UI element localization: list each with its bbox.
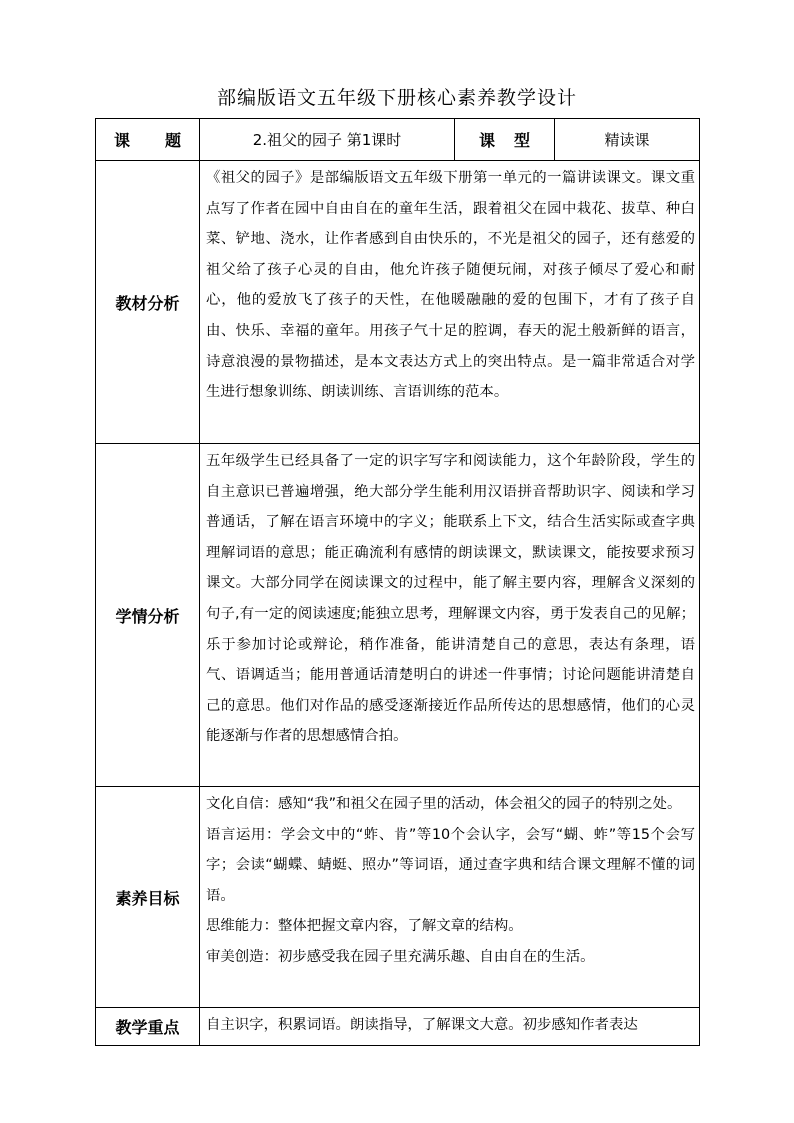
goals-list: [200, 787, 700, 1008]
lesson-label-char-1: 课: [114, 131, 131, 150]
lesson-label: [96, 128, 199, 151]
type-label: [455, 128, 554, 151]
type-label-char-2: 型: [513, 131, 530, 150]
lesson-plan-table: [95, 118, 700, 1046]
material-label-cell: [96, 161, 200, 444]
lesson-label-cell: [96, 119, 200, 161]
goal-thinking: 思维能力：整体把握文章内容，了解文章的结构。: [206, 918, 523, 935]
document-title: 部编版语文五年级下册核心素养教学设计: [216, 87, 577, 109]
goals-label-cell: [96, 787, 200, 1008]
lesson-label-char-2: 题: [164, 131, 181, 150]
type-value-cell: [555, 119, 700, 161]
students-label: 学情分析: [115, 606, 180, 626]
focus-label: 教学重点: [115, 1018, 180, 1037]
goals-row: [96, 787, 700, 1008]
students-text: 五年级学生已经具备了一定的识字写字和阅读能力，这个年龄阶段，学生的自主意识已普遍增强，绝大部分学生能利用汉语拼音帮助识字、阅读和学习普通话，了解在语言环境中的字义；能联系上下文，结合生活实际或查字典理解词语的意思；能正确流利有感情的朗读课文，默读课文，能按要求预习课文。大部分同学在阅读课文的过程中，能了解主要内容，理解含义深刻的句子,有一定的阅读速度;能独立思考，理解课文内容，勇于发表自己的见解；乐于参加讨论或辩论，稍作准备，能讲清楚自己的意思，表达有条理，语气、语调适当；能用普通话清楚明白的讲述一件事情；讨论问题能讲清楚自己的意思。他们对作品的感受逐渐接近作品所传达的思想感情，他们的心灵能逐渐与作者的思想感情合拍。: [200, 444, 700, 787]
lesson-value: 2.祖父的园子 第1课时: [252, 131, 402, 149]
material-row: [96, 161, 700, 444]
goals-label: 素养目标: [115, 888, 180, 908]
goal-aesthetic: 审美创造：初步感受我在园子里充满乐趣、自由自在的生活。: [206, 948, 595, 965]
goal-culture: 文化自信：感知“我”和祖父在园子里的活动，体会祖父的园子的特别之处。: [206, 796, 682, 812]
focus-row: [96, 1008, 700, 1046]
type-label-cell: [455, 119, 555, 161]
goal-language: 语言运用：学会文中的“蚱、肯”等10个会认字，会写“蝴、蚱”等15个会写字；会读“蝴蝶、蜻蜓、照办”等词语，通过查字典和结合课文理解不懂的词语。: [206, 826, 695, 904]
material-text: 《祖父的园子》是部编版语文五年级下册第一单元的一篇讲读课文。课文重点写了作者在园中自由自在的童年生活，跟着祖父在园中栽花、拔草、种白菜、铲地、浇水，让作者感到自由快乐的，不光是祖父的园子，还有慈爱的祖父给了孩子心灵的自由，他允许孩子随便玩闹，对孩子倾尽了爱心和耐心，他的爱放飞了孩子的天性，在他暖融融的爱的包围下，才有了孩子自由、快乐、幸福的童年。用孩子气十足的腔调，春天的泥土般新鲜的语言，诗意浪漫的景物描述，是本文表达方式上的突出特点。是一篇非常适合对学生进行想象训练、朗读训练、言语训练的范本。: [200, 161, 700, 444]
focus-label-cell: [96, 1008, 200, 1046]
lesson-value-cell: [200, 119, 455, 161]
students-label-cell: [96, 444, 200, 787]
material-label: 教材分析: [115, 293, 180, 313]
header-row: [96, 119, 700, 161]
focus-text: 自主识字，积累词语。朗读指导，了解课文大意。初步感知作者表达: [200, 1008, 700, 1046]
type-label-char-1: 课: [479, 131, 496, 150]
students-row: [96, 444, 700, 787]
type-value: 精读课: [604, 131, 650, 149]
